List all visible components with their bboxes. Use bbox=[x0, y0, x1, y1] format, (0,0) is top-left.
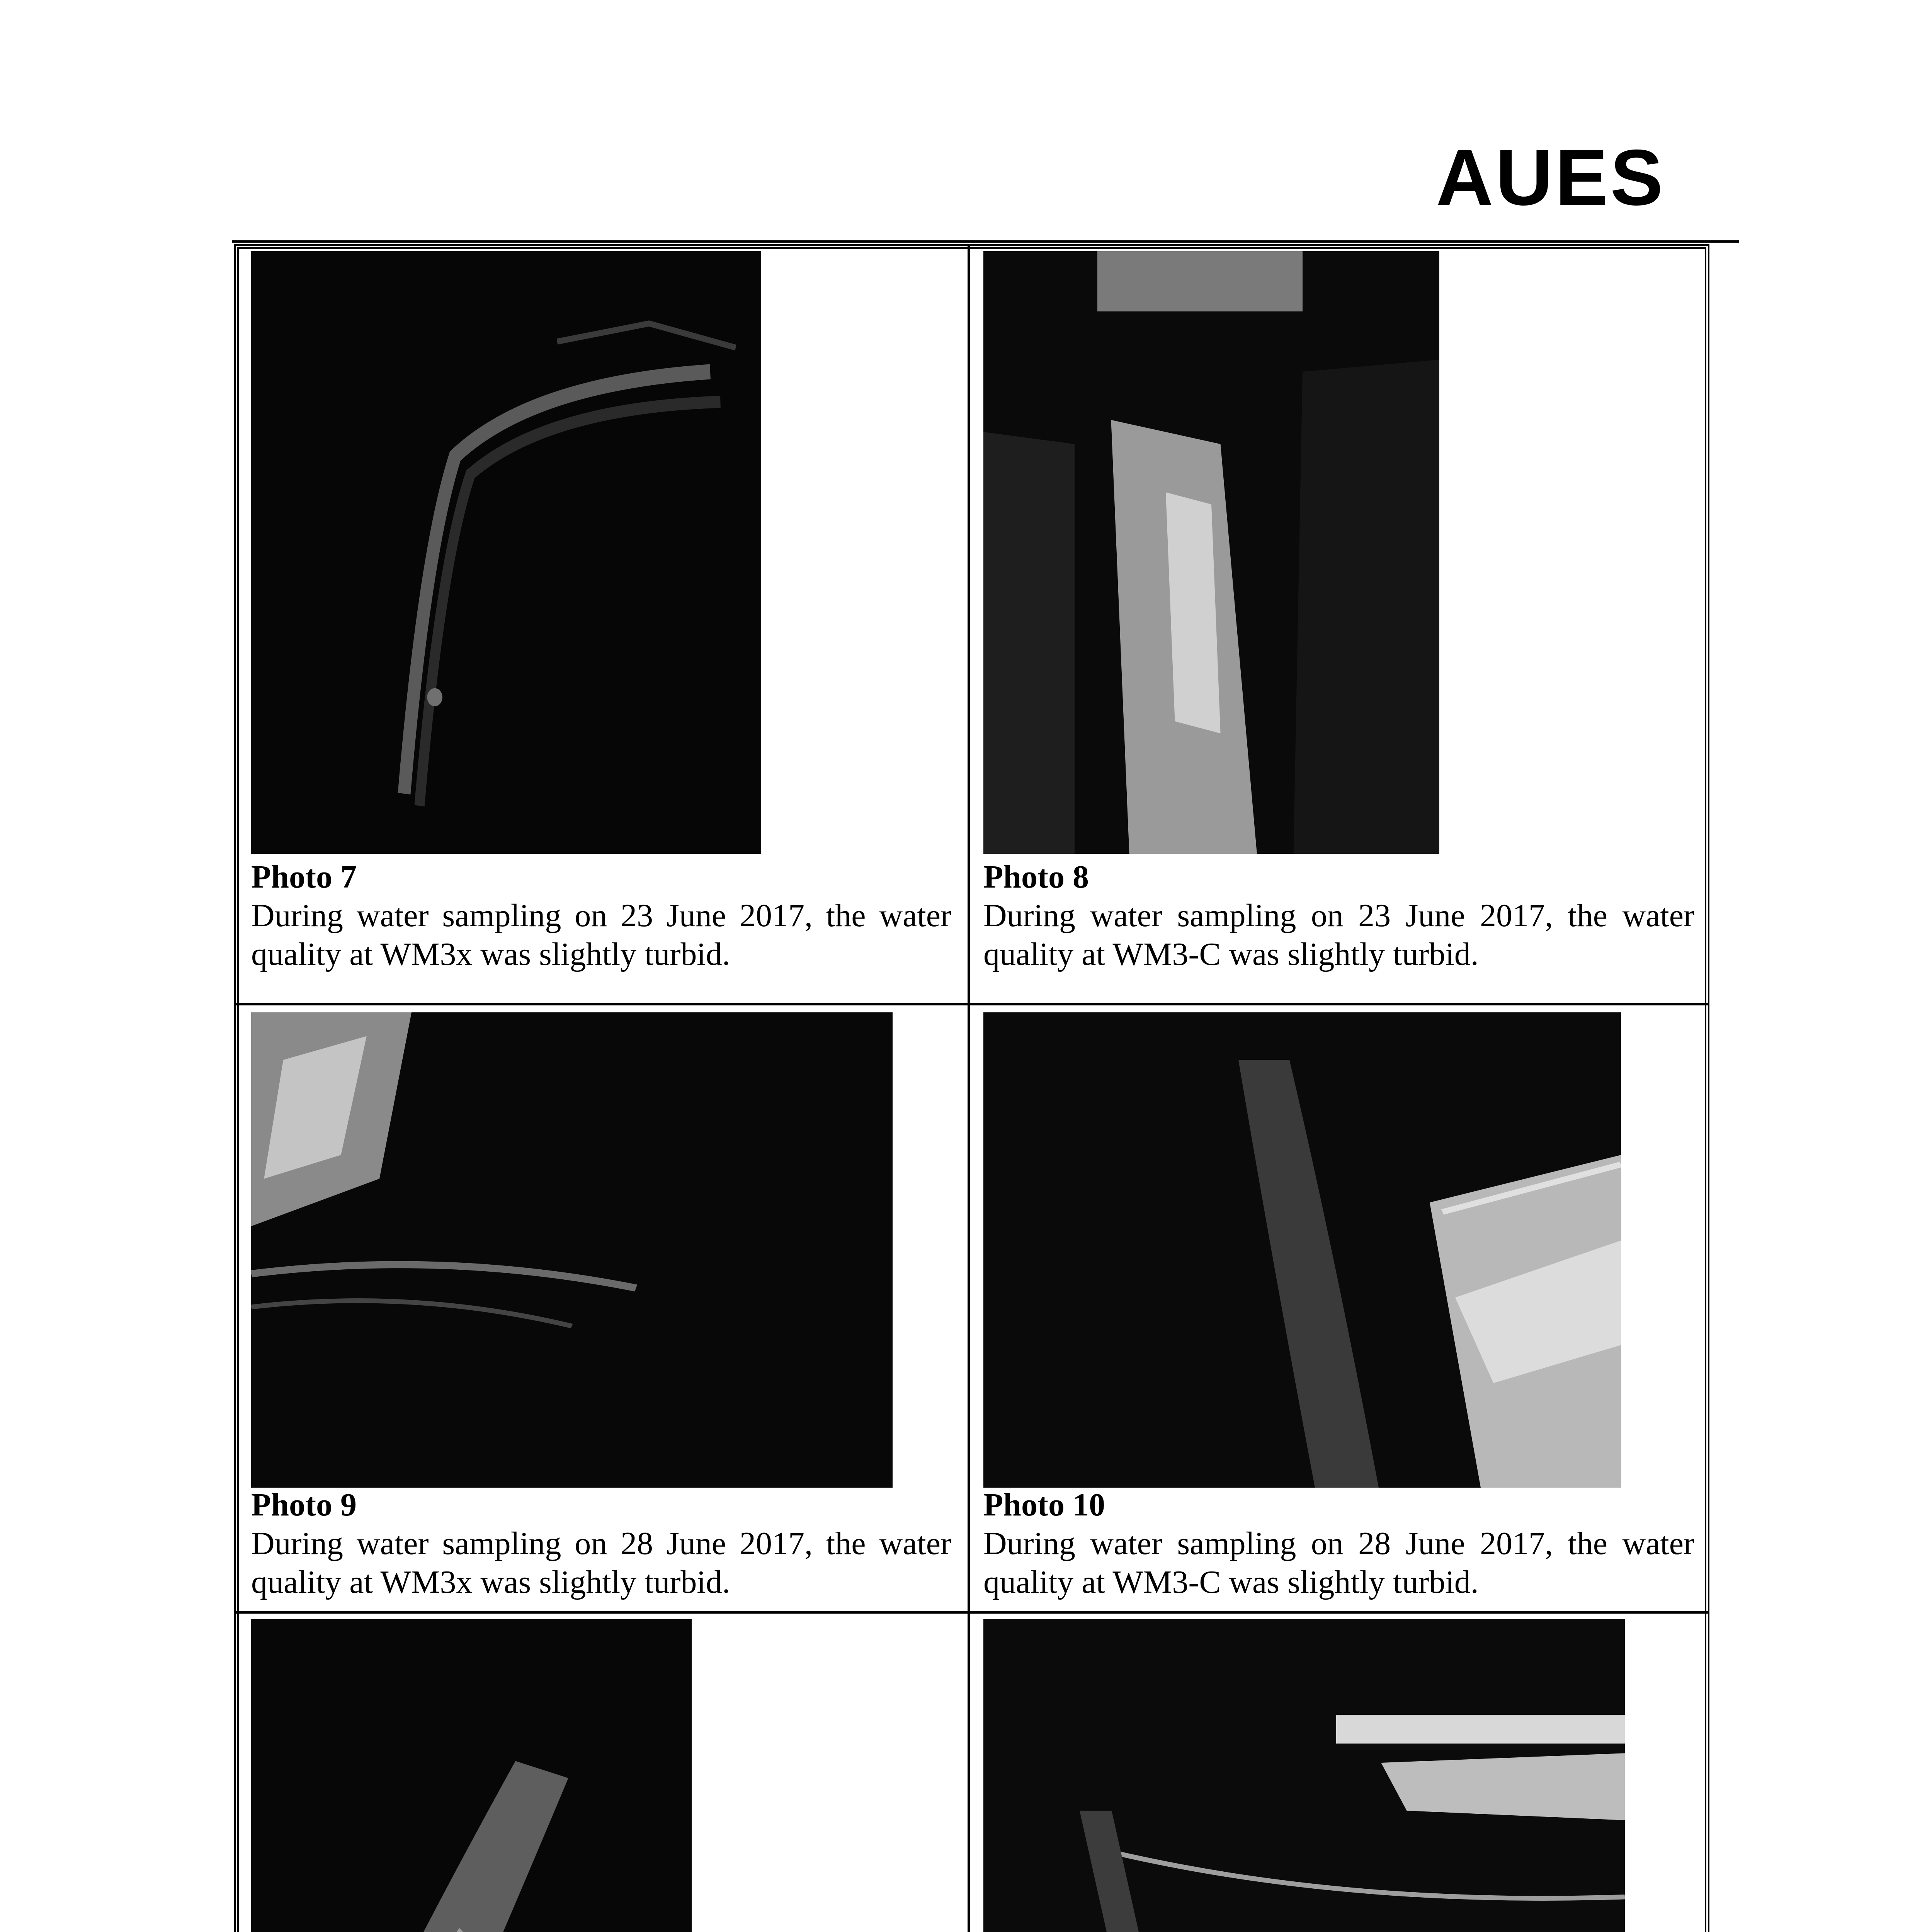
header-rule bbox=[232, 240, 1739, 243]
site-photo-9 bbox=[251, 1012, 893, 1488]
photo-caption-8: During water sampling on 23 June 2017, the water quality at WM3-C was slightly turbid. bbox=[983, 898, 1694, 972]
photo-cell-10 bbox=[983, 1012, 1694, 1607]
grid-divider-vertical bbox=[968, 246, 970, 1932]
photo-title-8: Photo 8 bbox=[983, 859, 1089, 895]
photo-cell-8 bbox=[983, 251, 1694, 997]
site-photo-10 bbox=[983, 1012, 1621, 1488]
photo-caption-9: During water sampling on 28 June 2017, the water quality at WM3x was slightly turbid. bbox=[251, 1526, 951, 1600]
photo-cell-7 bbox=[251, 251, 951, 997]
company-logo: AUES bbox=[1436, 133, 1665, 222]
site-photo-8 bbox=[983, 251, 1439, 854]
photo-title-10: Photo 10 bbox=[983, 1487, 1105, 1523]
photo-cell-9 bbox=[251, 1012, 951, 1607]
photo-title-9: Photo 9 bbox=[251, 1487, 357, 1523]
photo-title-7: Photo 7 bbox=[251, 859, 357, 895]
photo-caption-10: During water sampling on 28 June 2017, the water quality at WM3-C was slightly turbid. bbox=[983, 1526, 1694, 1600]
photo-caption-7: During water sampling on 23 June 2017, the water quality at WM3x was slightly turbid. bbox=[251, 898, 951, 972]
site-photo-7 bbox=[251, 251, 761, 854]
grid-divider-row-1 bbox=[236, 1003, 1708, 1005]
site-photo-11 bbox=[251, 1619, 692, 1932]
grid-divider-row-2 bbox=[236, 1611, 1708, 1614]
photo-cell-12 bbox=[983, 1619, 1694, 1932]
photo-cell-11 bbox=[251, 1619, 951, 1932]
site-photo-12 bbox=[983, 1619, 1625, 1932]
